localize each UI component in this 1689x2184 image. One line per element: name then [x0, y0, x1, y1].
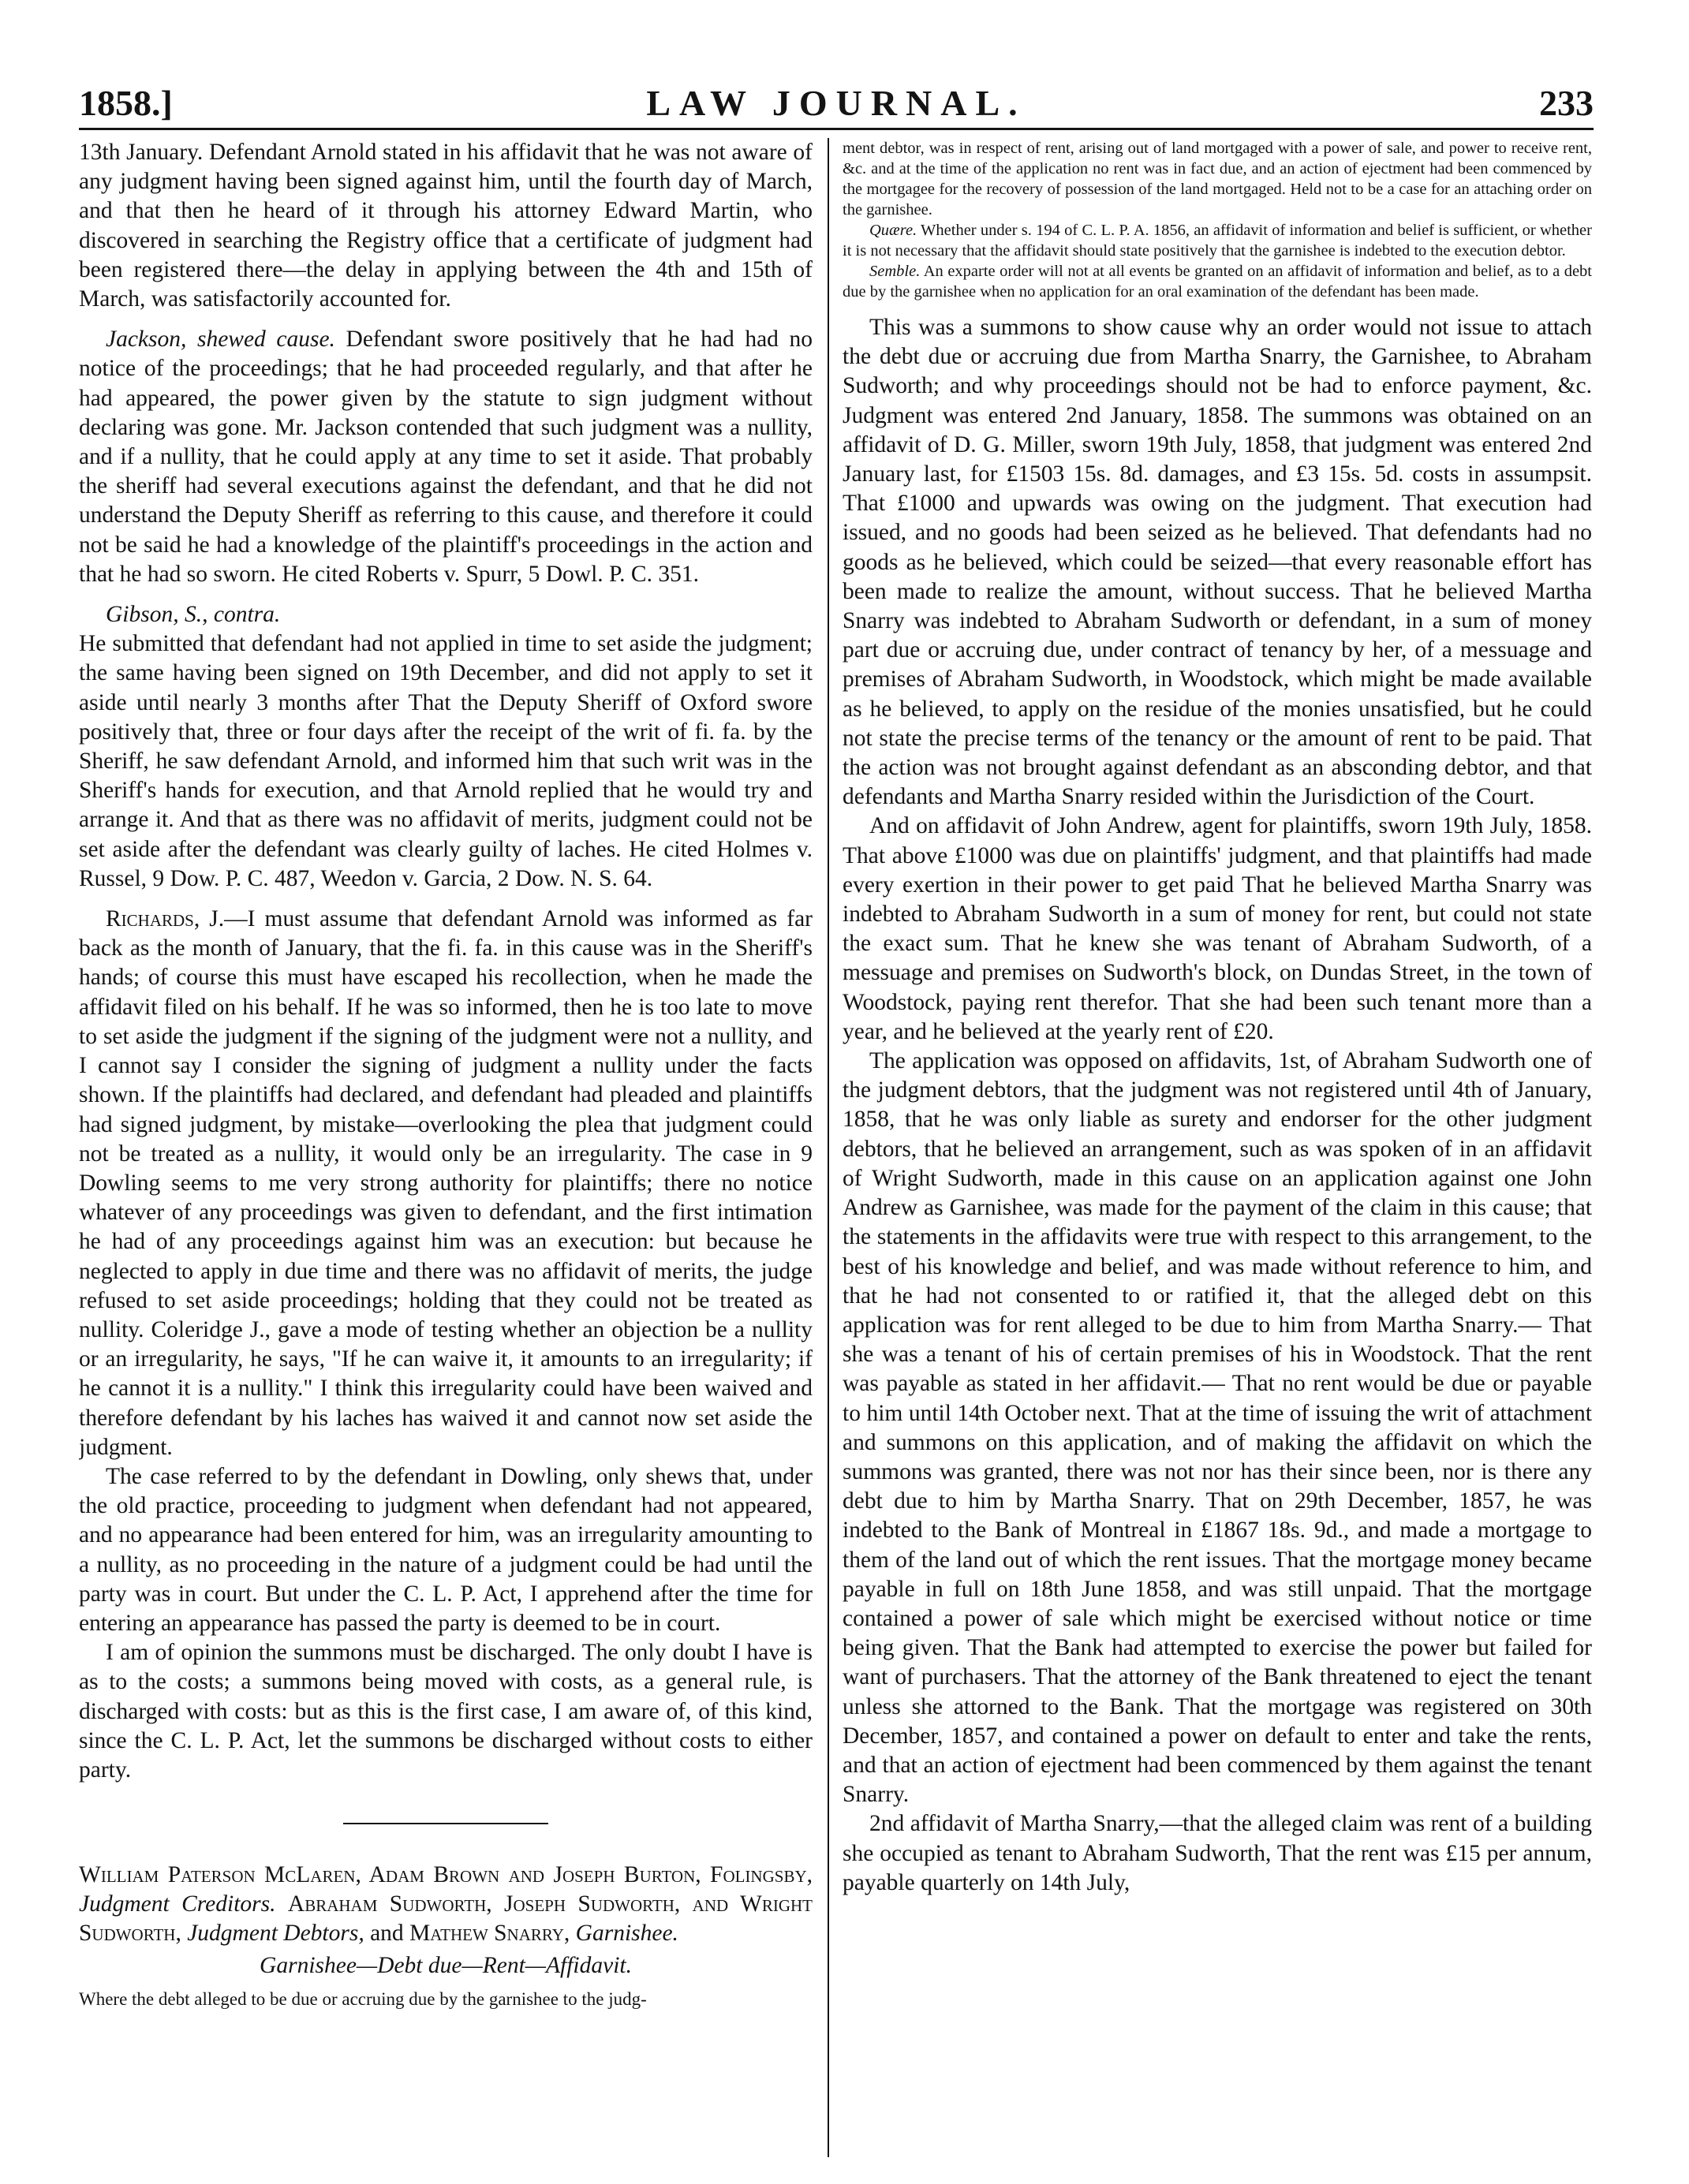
note-text: Whether under s. 194 of C. L. P. A. 1856, an affidavit of information and belief is sufficient, or whether it is not necessary that the affidavit should state positively that the garnishee is indebted to the execution debtor. — [843, 222, 1592, 259]
section-rule — [343, 1823, 548, 1824]
paragraph-text: —I must assume that defendant Arnold was informed as far back as the month of January, that the fi. fa. in this cause was in the Sheriff's hands; of course this must have escaped his recollection, when he made the affidavit filed on his behalf. If he was so informed, then he is too late to move to set aside the judgment if the signing of the judgment were not a nullity, and I cannot say I consider the signing of judgment a nullity under the facts shown. If the plaintiffs had declared, and defendant had pleaded and plaintiffs had signed judgment, by mistake—overlooking the plea that judgment could not be treated as a nullity, it would only be an irregularity. The case in 9 Dowling seems to me very strong authority for plaintiffs; there no notice whatever of any proceedings was given to defendant, and the first intimation he had of any proceedings against him was an execution: but because he neglected to apply in due time and there was no affidavit of merits, the judge refused to set aside proceedings; holding that they could not be treated as nullity. Coleridge J., gave a mode of testing whether an objection be a nullity or an irregularity, he says, "If he can waive it, it amounts to an irregularity; if he cannot it is a nullity." I think this irregularity could have been waived and therefore defendant by his laches has waived it and cannot now set aside the judgment. — [79, 906, 813, 1460]
case-parties: William Paterson McLaren, Adam Brown and Joseph Burton, Folingsby, — [79, 1862, 813, 1888]
header-title: LAW JOURNAL. — [646, 83, 1026, 123]
header-year: 1858.] — [79, 83, 173, 123]
note-label: Semble. — [869, 263, 921, 280]
counsel-label: Jackson, shewed cause. — [106, 327, 335, 353]
case-parties: Mathew Snarry, — [409, 1921, 570, 1947]
case-subheading: Garnishee—Debt due—Rent—Affidavit. — [260, 1953, 632, 1979]
quaere-note — [843, 220, 1592, 261]
case-title — [79, 1861, 813, 1948]
paragraph: And on affidavit of John Andrew, agent for plaintiffs, sworn 19th July, 1858. That above £1000 was due on plaintiffs' judgment, and that plaintiffs had made every exertion in their power to get paid That he believed Martha Snarry was indebted to Abraham Sudworth in a sum of money for rent, but could not state the exact sum. That he knew she was tenant of Abraham Sudworth, of a messuage and premises on Sudworth's block, on Dundas Street, in the town of Woodstock, paying rent therefor. That she had been such tenant more than a year, and he believed at the yearly rent of £20. — [843, 813, 1592, 1044]
head-note-continued: ment debtor, was in respect of rent, arising out of land mortgaged with a power of sale, and power to receive rent, &c. and at the time of the application no rent was in fact due, and an action of ejectment had been commenced by the mortgagee for the recovery of possession of the land mortgaged. Held not to be a case for an attaching order on the garnishee. — [843, 140, 1592, 218]
paragraph: 2nd affidavit of Martha Snarry,—that the alleged claim was rent of a building she occupied as tenant to Abraham Sudworth, That the rent was £15 per annum, payable quarterly on 14th July, — [843, 1811, 1592, 1895]
paragraph: He submitted that defendant had not applied in time to set aside the judgment; the same having been signed on 19th December, and did not apply to set it aside until nearly 3 months after That the Deputy Sheriff of Oxford swore positively that, three or four days after the receipt of the writ of fi. fa. by the Sheriff, he saw defendant Arnold, and informed him that such writ was in the Sheriff's hands for execution, and that Arnold replied that he would try and arrange it. And that as there was no affidavit of merits, judgment could not be set aside after the defendant was clearly guilty of laches. He cited Holmes v. Russel, 9 Dow. P. C. 487, Weedon v. Garcia, 2 Dow. N. S. 64. — [79, 631, 813, 891]
note-label: Quære. — [869, 222, 917, 239]
case-parties: Abraham Sudworth, Joseph Sudworth, and Wright Sudworth, — [79, 1891, 813, 1947]
head-note: Where the debt alleged to be due or accruing due by the garnishee to the judg- — [79, 1989, 647, 2010]
case-role: Judgment Creditors. — [79, 1891, 276, 1917]
semble-note — [843, 261, 1592, 302]
page-header — [79, 79, 1594, 130]
paragraph: The case referred to by the defendant in Dowling, only shews that, under the old practice, proceeding to judgment when defendant had not appeared, and no appearance had been entered for him, was an irregularity amounting to a nullity, as no proceeding in the nature of a judgment could be had until the party was in court. But under the C. L. P. Act, I apprehend after the time for entering an appearance has passed the party is deemed to be in court. — [79, 1463, 813, 1636]
note-text: An exparte order will not at all events be granted on an affidavit of information and belief, as to a debt due by the garnishee when no application for an oral examination of the defendant has been made. — [843, 263, 1592, 301]
judgment-paragraph — [79, 905, 813, 1462]
paragraph: The application was opposed on affidavits, 1st, of Abraham Sudworth one of the judgment debtors, that the judgment was not registered until 4th of January, 1858, that he was only liable as surety and endorser for the other judgment debtors, that he believed an arrangement, such as was spoken of in an affidavit of Wright Sudworth, made in this cause on an application against one John Andrew as Garnishee, was made for the payment of the claim in this cause; that the statements in the affidavits were true with respect to this arrangement, to the best of his knowledge and belief, and was made without reference to him, and that he had not consented to or ratified it, that the alleged debt on this application was for rent alleged to be due to him from Martha Snarry.— That she was a tenant of his of certain premises of his in Woodstock. That the rent was payable as stated in her affidavit.— That no rent would be due or payable to him until 14th October next. That at the time of issuing the writ of attachment and summons on this application, and of making the affidavit on which the summons was granted, there was not nor has their since been, nor is there any debt due to him by Martha Snarry. That on 29th December, 1857, he was indebted to the Bank of Montreal in £1867 18s. 9d., and made a mortgage to them of the land out of which the rent issues. That the mortgage money became payable in full on 18th June 1858, and was still unpaid. That the mortgage contained a power of sale which might be exercised without notice or time being given. That the Bank had attempted to exercise the power but failed for want of purchasers. That the attorney of the Bank threatened to eject the tenant unless she attorned to the Bank. That the mortgage was registered on 30th December, 1857, and contained a power on default to enter and take the rents, and that an action of ejectment had been commenced by them against the tenant Snarry. — [843, 1048, 1592, 1808]
header-page-number: 233 — [1539, 83, 1594, 123]
counsel-label: Gibson, S., contra. — [106, 602, 281, 628]
case-role: Judgment Debtors, — [187, 1921, 364, 1947]
paragraph-text: Defendant swore positively that he had had no notice of the proceedings; that he had proceeded regularly, and that after he had appeared, the power given by the statute to sign judgment without declaring was gone. Mr. Jackson contended that such judgment was a nullity, and if a nullity, that he could apply at any time to set it aside. That probably the sheriff had several executions against the defendant, and that he did not understand the Deputy Sheriff as referring to this cause, and therefore it could not be said he had a knowledge of the plaintiff's proceedings in the action and that he had so sworn. He cited Roberts v. Spurr, 5 Dowl. P. C. 351. — [79, 327, 813, 587]
left-column — [79, 138, 813, 2160]
column-divider — [828, 138, 829, 2157]
paragraph: This was a summons to show cause why an order would not issue to attach the debt due or accruing due from Martha Snarry, the Garnishee, to Abraham Sudworth; and why proceedings should not be had to enforce payment, &c. Judgment was entered 2nd January, 1858. The summons was obtained on an affidavit of D. G. Miller, sworn 19th July, 1858, that judgment was entered 2nd January last, for £1503 15s. 8d. damages, and £3 15s. 5d. costs in assumpsit. That £1000 and upwards was owing on the judgment. That execution had issued, and no goods had been seized as he believed. That defendants had no goods as he believed, which could be seized—that every reasonable effort has been made to realize the amount, without success. That he believed Martha Snarry was indebted to Abraham Sudworth or defendant, in a sum of money part due or accruing due, under contract of tenancy by her, of a messuage and premises of Abraham Sudworth, in Woodstock, which might be made available as he believed, to apply on the residue of the monies unsatisfied, but he could not state the precise terms of the tenancy or the amount of rent to be paid. That the action was not brought against defendant as an absconding debtor, and that defendants and Martha Snarry resided within the Jurisdiction of the Court. — [843, 315, 1592, 810]
judge-name: Richards, J. — [106, 906, 225, 932]
right-column — [843, 138, 1592, 2160]
case-role: Garnishee. — [575, 1921, 678, 1947]
paragraph: 13th January. Defendant Arnold stated in his affidavit that he was not aware of any judgment having been signed against him, until the fourth day of March, and that then he heard of it through his attorney Edward Martin, who discovered in searching the Registry office that a certificate of judgment had been registered there—the delay in applying between the 4th and 15th of March, was satisfactorily accounted for. — [79, 140, 813, 312]
counsel-contra — [79, 600, 813, 629]
case-and: and — [370, 1921, 404, 1947]
paragraph: I am of opinion the summons must be discharged. The only doubt I have is as to the costs; a summons being moved with costs, as a general rule, is discharged with costs: but as this is the first case, I am aware of, of this kind, since the C. L. P. Act, let the summons be discharged without costs to either party. — [79, 1640, 813, 1783]
paragraph — [79, 325, 813, 589]
